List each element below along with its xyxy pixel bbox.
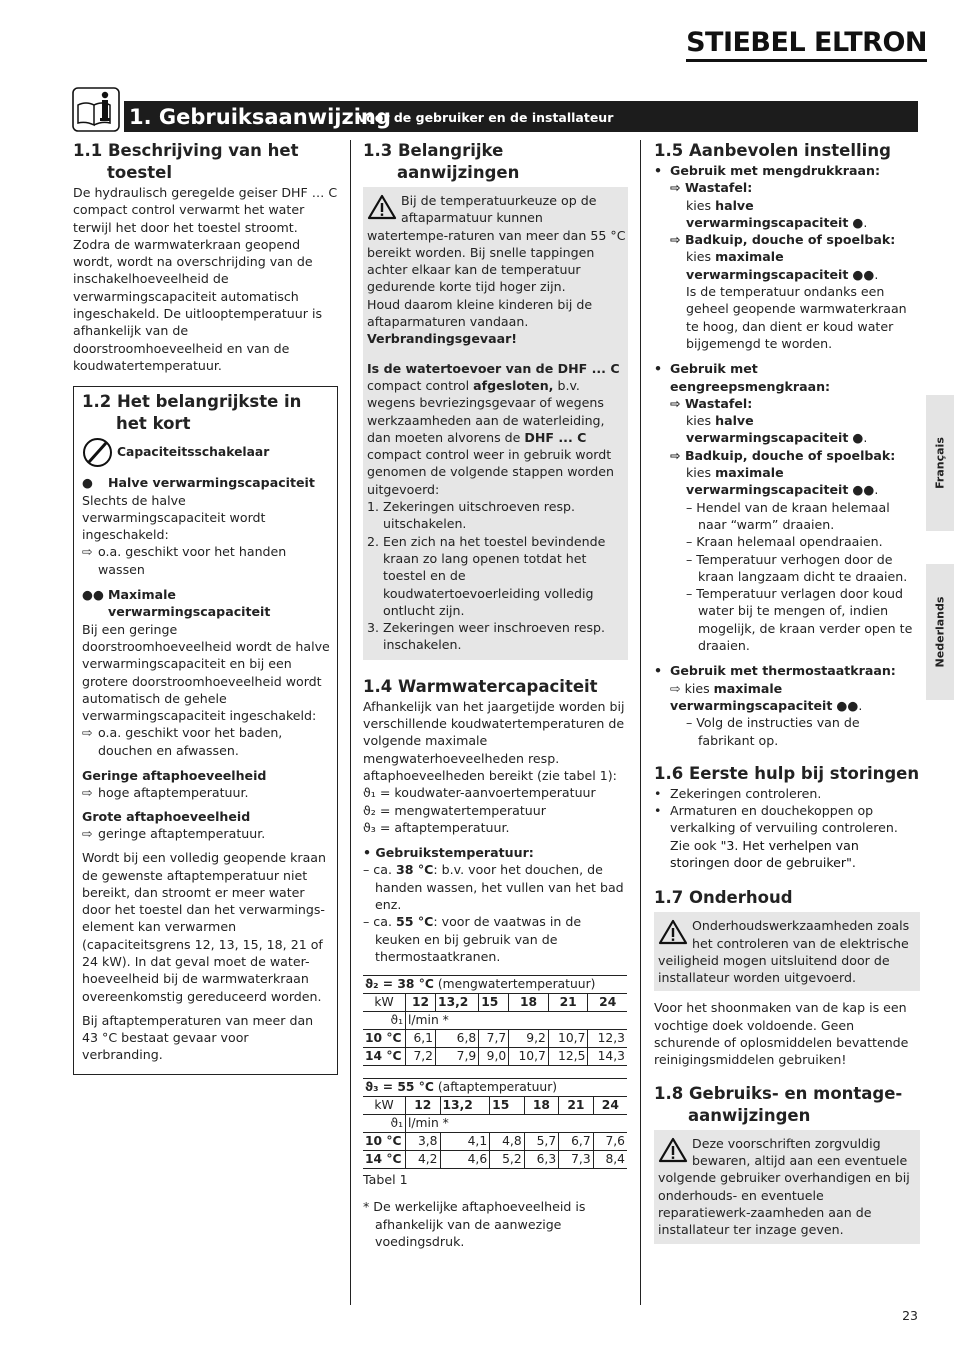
s13-step-2: 2. Een zich na het toestel bevindende kraan zo lang openen totdat het toestel en de koudwatertoevoerleiding volledig ontlucht zijn.	[367, 533, 606, 618]
t1-cell: 7,9	[436, 1048, 479, 1066]
mixer-wastafel: ⇨ Wastafel:	[670, 180, 753, 196]
high-arrow-text: geringe aftaptemperatuur.	[98, 825, 266, 841]
mixer-hot-note: Is de temperatuur ondanks een geheel geopende warmwaterkraan te hoog, dan dient er koud water bijgemengd te worden.	[686, 284, 907, 351]
mixer-wastafel-choice	[654, 197, 920, 232]
t2-cell: 4,1	[440, 1133, 490, 1151]
wastafel-text: Wastafel:	[684, 180, 753, 196]
t1-cell: 14,3	[588, 1048, 627, 1066]
table-55-head	[363, 1079, 627, 1097]
switch-dial-icon	[82, 437, 113, 468]
s11-text-a: De hydraulisch geregelde geiser	[73, 185, 282, 200]
bad-text: Badkuip, douche of spoelbak:	[684, 232, 896, 248]
table-row	[363, 1030, 627, 1048]
t2-cell: 8,4	[593, 1151, 627, 1169]
s13-p1: Bij de temperatuurkeuze op de aftaparmatuur kunnen watertempe-raturen van meer dan 55 °C bereikt worden. Bij snelle tappingen achter elkaar kan de temperatuur gedurende korte tijd hoger zijn.	[367, 193, 626, 295]
symbol-1: ϑ₁ = koudwater-aanvoertemperatuur	[363, 785, 596, 801]
symbol-3: ϑ₃ = aftaptemperatuur.	[363, 819, 510, 835]
s16-b1: Zekeringen controleren.	[670, 785, 822, 801]
use1a: – ca.	[363, 862, 396, 878]
t1-cell: 7,7	[479, 1030, 509, 1048]
max-capacity-label: ●● Maximale verwarmingscapaciteit	[82, 587, 271, 620]
max-arrow-text: o.a. geschikt voor het baden, douchen en afwassen.	[98, 725, 283, 758]
t2-kw: 13,2	[440, 1097, 490, 1115]
s17-warning: Onderhoudswerkzaamheden zoals het controleren van de elektrische veiligheid mogen uitsluitend door de installateur worden uitgevoerd.	[658, 918, 910, 986]
kies: kies	[686, 413, 716, 429]
dot2: ●●.	[832, 697, 863, 713]
t1-kw: 24	[588, 994, 627, 1012]
t2-cell: 4,2	[406, 1151, 441, 1169]
t2-cell: 6,7	[559, 1133, 594, 1151]
lever-dash-4: – Temperatuur verlagen door koud water bij te mengen of, indien mogelijk, de kraan verder open te draaien.	[686, 586, 913, 654]
t2-head-b: (aftaptemperatuur)	[433, 1080, 558, 1095]
warning-triangle-icon	[658, 1137, 688, 1163]
mixer-bad-choice	[654, 248, 920, 283]
heading-1-3: 1.3 Belangrijke aanwijzingen	[363, 141, 520, 182]
arrow-icon: ⇨	[82, 725, 93, 741]
half-text: halve verwarmingscapaciteit	[686, 413, 849, 446]
max-text: maximale verwarmingscapaciteit	[686, 465, 849, 498]
s13-p4	[367, 360, 626, 498]
t2-cell: 7,6	[593, 1133, 627, 1151]
table-row	[363, 1151, 627, 1169]
t2-kw: 12	[406, 1097, 441, 1115]
t1-unit: l/min *	[406, 1012, 628, 1030]
use2b: 55 °C	[395, 914, 434, 930]
use-temp-38	[363, 861, 628, 913]
dot2: ●●.	[848, 266, 879, 282]
mixer-label: • Gebruik met mengdrukkraan:	[654, 163, 881, 178]
s12-open-paragraph: Wordt bij een volledig geopende kraan de gewenste aftaptemperatuur niet bereikt, dan stroomt er meer water door het toestel dan het verwarmings-element kan verwarmen (capaciteitsgrens 12, 13, 15, 18, 21 of 24 kW). In dat geval moet de water-hoeveelheid bij de warmwaterkraan overeenkomstig gereduceerd worden.	[82, 850, 326, 1004]
column-divider-right	[640, 140, 641, 1305]
warning-triangle-icon	[658, 919, 688, 945]
table-row	[363, 1012, 627, 1030]
mixer-text: Gebruik met mengdrukkraan:	[670, 163, 881, 178]
warning-box-1-7	[654, 912, 920, 991]
t2-unit-sym: ϑ₁	[363, 1115, 406, 1133]
max-text: maximale verwarmingscapaciteit	[686, 249, 849, 282]
single-lever-label: • Gebruik met eengreepsmengkraan:	[654, 361, 831, 394]
t1-kw: 18	[509, 994, 549, 1012]
kies: kies	[686, 465, 716, 481]
s11-text-c: compact control verwarmt het water terwijl het door het toestel stroomt. Zodra de warmwaterkraan geopend wordt, wordt na overschrijding van de inschakelhoeveelheid de verwarmingscapaciteit automatisch ingeschakeld. De uitlooptemperatuur is afhankelijk van de doorstroomhoeveelheid en van de koudwatertemperatuur.	[73, 202, 323, 373]
table-row	[363, 1097, 627, 1115]
dot1: ●.	[848, 214, 868, 230]
s14-p1: Afhankelijk van het jaargetijde worden bij verschillende koudwatertemperaturen de volgende maximale mengwaterhoeveelheden resp. aftaphoeveelheden bereikt (zie tabel 1):	[363, 698, 625, 783]
t1-kw: 12	[406, 994, 436, 1012]
t2-cell: 5,7	[524, 1133, 559, 1151]
table-row	[363, 1048, 627, 1066]
kies: kies	[686, 249, 716, 265]
table-55	[363, 1078, 627, 1169]
s16-b2a: Armaturen en douchekoppen op verkalking of vervuiling controleren. Zie ook	[670, 803, 898, 853]
half-text: halve verwarmingscapaciteit	[686, 197, 849, 230]
max-capacity-arrow	[82, 724, 331, 759]
banner-subtitle: voor de gebruiker en de installateur	[358, 110, 614, 125]
page-number: 23	[902, 1308, 918, 1323]
use-temp-55	[363, 913, 628, 965]
section-banner	[72, 87, 918, 132]
table-footnote: * De werkelijke aftaphoeveelheid is afhankelijk van de aanwezige voedingsdruk.	[363, 1199, 586, 1250]
t2-cell: 7,3	[559, 1151, 594, 1169]
half-label-text: Halve verwarmingscapaciteit	[108, 475, 315, 491]
box-1-2	[73, 386, 338, 1075]
column-3	[654, 140, 920, 1244]
table-row	[363, 1115, 627, 1133]
use2a: – ca.	[363, 914, 396, 930]
t1-kw: 15	[479, 994, 509, 1012]
table-38-head	[363, 976, 627, 994]
arrow-icon: ⇨	[82, 825, 93, 841]
half-capacity-arrow	[82, 543, 331, 578]
use1b: 38 °C	[395, 862, 434, 878]
t2-kw: 15	[490, 1097, 525, 1115]
column-2	[363, 140, 628, 1250]
s13-p2: Houd daarom kleine kinderen bij de aftaparmaturen vandaan.	[367, 296, 593, 330]
thermostat-dash: – Volg de instructies van de fabrikant op.	[686, 715, 860, 748]
t1-kw: 21	[548, 994, 588, 1012]
column-1	[73, 140, 338, 1075]
bad-text: Badkuip, douche of spoelbak:	[684, 447, 896, 463]
t2-kw: 24	[593, 1097, 627, 1115]
t2-cell: 4,8	[490, 1133, 525, 1151]
table-38	[363, 975, 627, 1066]
t2-cell: 6,3	[524, 1151, 559, 1169]
heading-1-8: 1.8 Gebruiks- en montage-aanwijzingen	[654, 1083, 903, 1125]
t2-kw: 21	[559, 1097, 594, 1115]
use2c: : voor de vaatwas in de keuken en bij gebruik van de thermostaatkranen.	[375, 914, 582, 964]
s11-model: DHF … C	[281, 185, 338, 200]
t1-cell: 6,1	[406, 1030, 436, 1048]
warning-triangle-icon	[367, 194, 397, 220]
s13-p3: Verbrandingsgevaar!	[367, 331, 518, 347]
half-capacity-label: ● Halve verwarmingscapaciteit	[82, 475, 315, 491]
wastafel-text: Wastafel:	[684, 395, 753, 411]
heading-1-1: 1.1 Beschrijving van het toestel	[73, 141, 299, 182]
t1-head-a: ϑ₂ = 38 °C	[365, 977, 434, 992]
heading-1-7: 1.7 Onderhoud	[654, 888, 793, 908]
table-row	[363, 1133, 627, 1151]
t1-kw-label: kW	[363, 994, 406, 1012]
lever-bad-choice	[654, 464, 920, 499]
table-caption: Tabel 1	[363, 1172, 408, 1188]
t2-cell: 5,2	[490, 1151, 525, 1169]
s13-step-3: 3. Zekeringen weer inschroeven resp. inschakelen.	[367, 620, 606, 653]
s13-p4d: b.v. wegens bevriezingsgevaar of wegens werkzaamheden aan de waterleiding, dan moeten alvorens de	[367, 377, 605, 445]
banner-title: 1. Gebruiksaanwijzing	[129, 105, 391, 129]
s11-paragraph	[73, 184, 338, 374]
t1-cell: 9,0	[479, 1048, 509, 1066]
symbol-2: ϑ₂ = mengwatertemperatuur	[363, 802, 546, 818]
t1-unit-sym: ϑ₁	[363, 1012, 406, 1030]
s16-bullet-1: • Zekeringen controleren.	[654, 785, 822, 801]
s13-p4f: compact control weer in gebruik wordt genomen de volgende stappen worden uitgevoerd:	[367, 447, 614, 497]
s13-p4c: afgesloten,	[473, 377, 554, 393]
t1-cell: 12,5	[548, 1048, 588, 1066]
t2-unit: l/min *	[406, 1115, 628, 1133]
t1-cell: 6,8	[436, 1030, 479, 1048]
column-divider-left	[350, 140, 351, 1305]
table-row	[363, 994, 627, 1012]
brand-logo: STIEBEL ELTRON	[686, 28, 927, 62]
t1-row-label: 10 °C	[363, 1030, 406, 1048]
arrow-icon: ⇨	[82, 785, 93, 801]
high-flow-arrow	[82, 825, 331, 842]
lever-dash-1: – Hendel van de kraan helemaal naar “warm” draaien.	[686, 499, 890, 532]
t1-cell: 12,3	[588, 1030, 627, 1048]
t1-cell: 10,7	[548, 1030, 588, 1048]
t1-cell: 7,2	[406, 1048, 436, 1066]
side-tab-nederlands[interactable]	[926, 564, 954, 700]
lever-wastafel: ⇨ Wastafel:	[670, 395, 753, 411]
s12-danger-paragraph: Bij aftaptemperaturen van meer dan 43 °C bestaat gevaar voor verbranding.	[82, 1012, 314, 1063]
s13-step-1: 1. Zekeringen uitschroeven resp. uitschakelen.	[367, 499, 576, 532]
s13-p4b: compact control	[367, 377, 474, 393]
kies: kies	[686, 197, 716, 213]
t1-kw: 13,2	[436, 994, 479, 1012]
s13-p4e: DHF ... C	[524, 429, 587, 445]
max-capacity-text: Bij een geringe doorstroomhoeveelheid wordt de halve verwarmingscapaciteit en bij een grotere doorstroomhoeveelheid wordt automatisch de gehele verwarmingscapaciteit ingeschakeld:	[82, 621, 330, 724]
dot2: ●●.	[848, 482, 879, 498]
t1-head-b: (mengwatertemperatuur)	[433, 977, 596, 992]
t2-row-label: 14 °C	[363, 1151, 406, 1169]
thermostat-label: • Gebruik met thermostaatkraan:	[654, 663, 896, 679]
s18-warning: Deze voorschriften zorgvuldig bewaren, altijd aan een eventuele volgende gebruiker overhandigen en bij onderhouds- en eventuele reparatiewerk-zaamheden aan de installateur ter inzage geven.	[658, 1135, 910, 1238]
s16-b2b: "3. Het verhelpen van storingen door de gebruiker".	[670, 837, 859, 870]
side-tab-nederlands-label: Nederlands	[933, 596, 947, 668]
t2-kw-label: kW	[363, 1097, 406, 1115]
thermostat-text: Gebruik met thermostaatkraan:	[670, 663, 896, 679]
kies: kies	[684, 680, 714, 696]
mixer-bad: ⇨ Badkuip, douche of spoelbak:	[670, 232, 896, 248]
t2-row-label: 10 °C	[363, 1133, 406, 1151]
s16-bullet-2: • Armaturen en douchekoppen op verkalking of vervuiling controleren. Zie ook "3. Het verhelpen van storingen door de gebruiker".	[654, 803, 898, 870]
t2-head-a: ϑ₃ = 55 °C	[365, 1080, 434, 1095]
s13-p4a: Is de watertoevoer van de DHF ... C	[367, 360, 620, 376]
t2-cell: 4,6	[440, 1151, 490, 1169]
lever-bad: ⇨ Badkuip, douche of spoelbak:	[670, 447, 896, 463]
side-tab-francais[interactable]	[926, 395, 954, 531]
half-arrow-text: o.a. geschikt voor het handen wassen	[98, 544, 287, 577]
low-arrow-text: hoge aftaptemperatuur.	[98, 785, 249, 801]
heading-1-5: 1.5 Aanbevolen instelling	[654, 141, 891, 160]
t2-kw: 18	[524, 1097, 559, 1115]
thermostat-choice: ⇨ kies maximale verwarmingscapaciteit ●●.	[670, 680, 863, 713]
use-temp-label: • Gebruikstemperatuur:	[363, 845, 534, 861]
s17-paragraph: Voor het shoonmaken van de kap is een vochtige doek voldoende. Geen schurende of oplosmiddelen bevattende reinigingsmiddelen gebruiken!	[654, 1000, 909, 1068]
manual-info-icon	[72, 87, 120, 132]
lever-dash-2: – Kraan helemaal opendraaien.	[686, 534, 883, 550]
side-tab-francais-label: Français	[933, 437, 947, 489]
half-capacity-text: Slechts de halve verwarmingscapaciteit wordt ingeschakeld:	[82, 492, 266, 543]
use1c: : b.v. voor het douchen, de handen wassen, het vullen van het bad enz.	[375, 862, 624, 912]
max-text: maximale verwarmingscapaciteit	[670, 680, 833, 713]
single-lever-text: Gebruik met eengreepsmengkraan:	[670, 361, 831, 394]
low-flow-label: Geringe aftaphoeveelheid	[82, 768, 267, 784]
heading-1-6: 1.6 Eerste hulp bij storingen	[654, 763, 920, 783]
heading-1-4: 1.4 Warmwatercapaciteit	[363, 676, 598, 696]
lever-wastafel-choice	[654, 412, 920, 447]
t2-cell: 3,8	[406, 1133, 441, 1151]
warning-box-1-8	[654, 1130, 920, 1245]
t1-cell: 9,2	[509, 1030, 549, 1048]
lever-dash-3: – Temperatuur verhogen door de kraan langzaam dicht te draaien.	[686, 551, 908, 584]
switch-label: Capaciteitsschakelaar	[117, 445, 270, 460]
t1-cell: 10,7	[509, 1048, 549, 1066]
banner-title-bar	[124, 101, 918, 132]
heading-1-2: 1.2 Het belangrijkste in het kort	[82, 392, 302, 434]
low-flow-arrow	[82, 784, 331, 801]
dot1: ●.	[848, 430, 868, 446]
t1-row-label: 14 °C	[363, 1048, 406, 1066]
arrow-icon: ⇨	[82, 544, 93, 560]
warning-box-1-3	[363, 187, 628, 660]
max-label-text: Maximale verwarmingscapaciteit	[108, 587, 271, 620]
high-flow-label: Grote aftaphoeveelheid	[82, 808, 251, 824]
